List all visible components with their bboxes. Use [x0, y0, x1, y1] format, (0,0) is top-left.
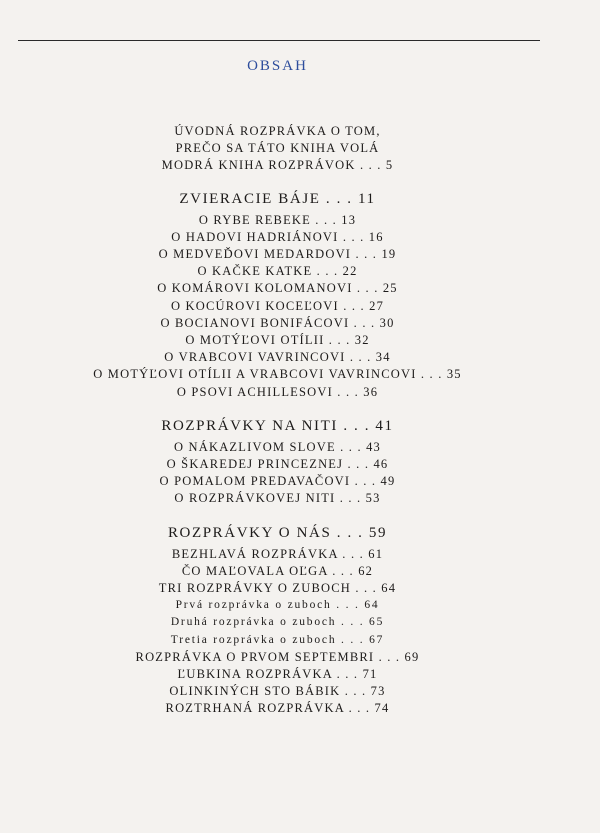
toc-entry: O POMALOM PREDAVAČOVI . . . 49 — [159, 474, 396, 489]
toc-subentry: Prvá rozprávka o zuboch . . . 64 — [175, 599, 380, 612]
toc-entry: O NÁKAZLIVOM SLOVE . . . 43 — [173, 439, 382, 454]
toc-entry: ROZTRHANÁ ROZPRÁVKA . . . 74 — [165, 701, 390, 716]
intro-entry — [0, 123, 555, 175]
toc-entry: TRI ROZPRÁVKY O ZUBOCH . . . 64 — [158, 581, 397, 596]
toc-entry: O ROZPRÁVKOVEJ NITI . . . 53 — [174, 491, 381, 506]
page-title: OBSAH — [247, 58, 308, 74]
toc-entry: O MOTÝĽOVI OTÍLII . . . 32 — [185, 333, 370, 348]
toc-entry: O RYBE REBEKE . . . 13 — [198, 212, 357, 227]
toc-entry: O BOCIANOVI BONIFÁCOVI . . . 30 — [160, 315, 395, 330]
intro-line: PREČO SA TÁTO KNIHA VOLÁ — [175, 141, 380, 156]
toc-section — [0, 415, 555, 508]
toc-entry: O HADOVI HADRIÁNOVI . . . 16 — [171, 229, 384, 244]
toc-entry: O VRABCOVI VAVRINCOVI . . . 34 — [164, 350, 391, 365]
toc-entry: ČO MAĽOVALA OĽGA . . . 62 — [181, 563, 374, 578]
toc-entry: O PSOVI ACHILLESOVI . . . 36 — [176, 384, 379, 399]
intro-line: ÚVODNÁ ROZPRÁVKA O TOM, — [174, 124, 381, 138]
top-rule — [18, 40, 540, 41]
toc-entry: ROZPRÁVKA O PRVOM SEPTEMBRI . . . 69 — [135, 649, 420, 664]
toc-section — [0, 522, 555, 718]
toc-section — [0, 188, 555, 401]
toc-entry: O KOCÚROVI KOCEĽOVI . . . 27 — [170, 298, 385, 313]
table-of-contents — [0, 123, 555, 732]
toc-entry: O MEDVEĎOVI MEDARDOVI . . . 19 — [158, 247, 397, 262]
toc-subentry: Druhá rozprávka o zuboch . . . 65 — [170, 616, 385, 629]
toc-entry: ĽUBKINA ROZPRÁVKA . . . 71 — [177, 667, 378, 682]
toc-entry: O MOTÝĽOVI OTÍLII A VRABCOVI VAVRINCOVI . . . 35 — [93, 367, 462, 382]
toc-subentry: Tretia rozprávka o zuboch . . . 67 — [170, 633, 385, 646]
section-heading: ZVIERACIE BÁJE . . . 11 — [179, 190, 376, 207]
toc-sections — [0, 188, 555, 718]
toc-entry: O KAČKE KATKE . . . 22 — [197, 264, 358, 279]
intro-line: MODRÁ KNIHA ROZPRÁVOK . . . 5 — [161, 158, 394, 173]
section-heading: ROZPRÁVKY O NÁS . . . 59 — [167, 524, 388, 541]
toc-entry: O ŠKAREDEJ PRINCEZNEJ . . . 46 — [166, 457, 389, 472]
toc-entry: OLINKINÝCH STO BÁBIK . . . 73 — [169, 684, 386, 699]
toc-entry: O KOMÁROVI KOLOMANOVI . . . 25 — [157, 281, 398, 296]
section-heading: ROZPRÁVKY NA NITI . . . 41 — [161, 417, 394, 434]
toc-entry: BEZHLAVÁ ROZPRÁVKA . . . 61 — [171, 546, 384, 561]
